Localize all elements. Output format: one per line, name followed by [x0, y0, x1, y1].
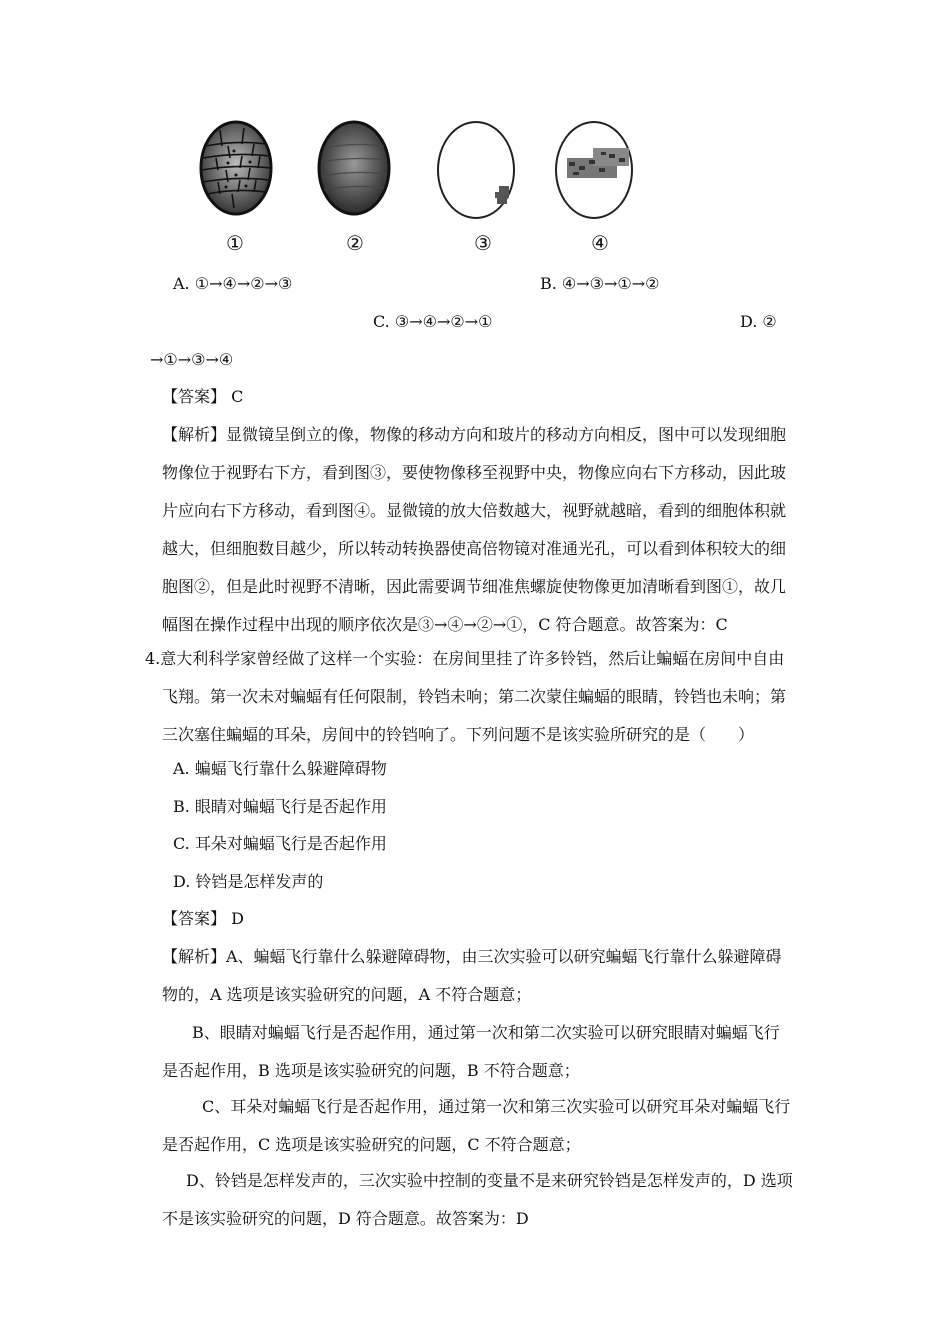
q3-option-c: C. ③→④→②→① [373, 312, 493, 331]
q4-stem-line: 三次塞住蝙蝠的耳朵，房间中的铃铛响了。下列问题不是该实验所研究的是（ ） [162, 725, 755, 744]
q4-option-a: A. 蝙蝠飞行靠什么躲避障碍物 [173, 759, 387, 778]
q3-analysis-line: 片应向右下方移动，看到图④。显微镜的放大倍数越大，视野就越暗，看到的细胞体积就 [162, 501, 787, 520]
q3-option-d-head: D. ② [740, 312, 777, 331]
q3-analysis-line: 胞图②，但是此时视野不清晰，因此需要调节细准焦螺旋使物像更加清晰看到图①，故几 [162, 577, 787, 596]
q3-analysis-line: 越大，但细胞数目越少，所以转动转换器使高倍物镜对准通光孔，可以看到体积较大的细 [162, 539, 787, 558]
figure-label-1: ① [226, 231, 244, 255]
q4-analysis-b [162, 1014, 812, 1090]
q3-option-a: A. ①→④→②→③ [173, 274, 293, 293]
q4-option-d: D. 铃铛是怎样发声的 [173, 872, 324, 891]
microscope-field-1 [198, 118, 274, 218]
microscope-field-2 [316, 118, 392, 218]
q3-option-b: B. ④→③→①→② [540, 274, 660, 293]
q4-analysis-line: C、耳朵对蝙蝠飞行是否起作用，通过第一次和第三次实验可以研究耳朵对蝙蝠飞行 [202, 1097, 791, 1116]
microscope-field-4 [553, 118, 635, 222]
q4-stem-line: 飞翔。第一次未对蝙蝠有任何限制，铃铛未响；第二次蒙住蝙蝠的眼睛，铃铛也未响；第 [162, 687, 787, 706]
q4-analysis-line: 物的，A 选项是该实验研究的问题，A 不符合题意； [162, 985, 532, 1004]
q3-option-d-tail: →①→③→④ [150, 350, 234, 369]
q4-stem-line: 4.意大利科学家曾经做了这样一个实验：在房间里挂了许多铃铛，然后让蝙蝠在房间中自由 [145, 649, 785, 668]
q4-analysis-line: B、眼睛对蝙蝠飞行是否起作用，通过第一次和第二次实验可以研究眼睛对蝙蝠飞行 [192, 1023, 780, 1042]
q4-option-b: B. 眼睛对蝙蝠飞行是否起作用 [173, 797, 387, 816]
q3-analysis [162, 416, 812, 644]
figure-label-4: ④ [591, 231, 609, 255]
q3-analysis-line: 物像位于视野右下方，看到图③，要使物像移至视野中央，物像应向右下方移动，因此玻 [162, 463, 787, 482]
q4-stem [145, 640, 815, 754]
figure-label-2: ② [346, 231, 364, 255]
q4-analysis-c [162, 1088, 812, 1164]
q4-analysis-line: 【解析】A、蝙蝠飞行靠什么躲避障碍物，由三次实验可以研究蝙蝠飞行靠什么躲避障碍 [162, 947, 782, 966]
q3-answer: 【答案】 C [162, 387, 244, 406]
q4-analysis-line: 不是该实验研究的问题，D 符合题意。故答案为：D [162, 1209, 529, 1228]
q4-answer: 【答案】 D [162, 909, 244, 928]
q3-analysis-line: 幅图在操作过程中出现的顺序依次是③→④→②→①，C 符合题意。故答案为：C [162, 615, 728, 634]
q4-option-c: C. 耳朵对蝙蝠飞行是否起作用 [173, 834, 387, 853]
q3-analysis-line: 【解析】显微镜呈倒立的像，物像的移动方向和玻片的移动方向相反，图中可以发现细胞 [162, 425, 787, 444]
figure-label-3: ③ [474, 231, 492, 255]
q4-analysis-line: 是否起作用，B 选项是该实验研究的问题，B 不符合题意； [162, 1061, 580, 1080]
q4-analysis-a [162, 938, 812, 1014]
microscope-field-3 [435, 118, 517, 222]
q4-analysis-line: D、铃铛是怎样发声的，三次实验中控制的变量不是来研究铃铛是怎样发声的，D 选项 [186, 1171, 793, 1190]
q4-analysis-d [162, 1162, 812, 1238]
q4-analysis-line: 是否起作用，C 选项是该实验研究的问题，C 不符合题意； [162, 1135, 581, 1154]
